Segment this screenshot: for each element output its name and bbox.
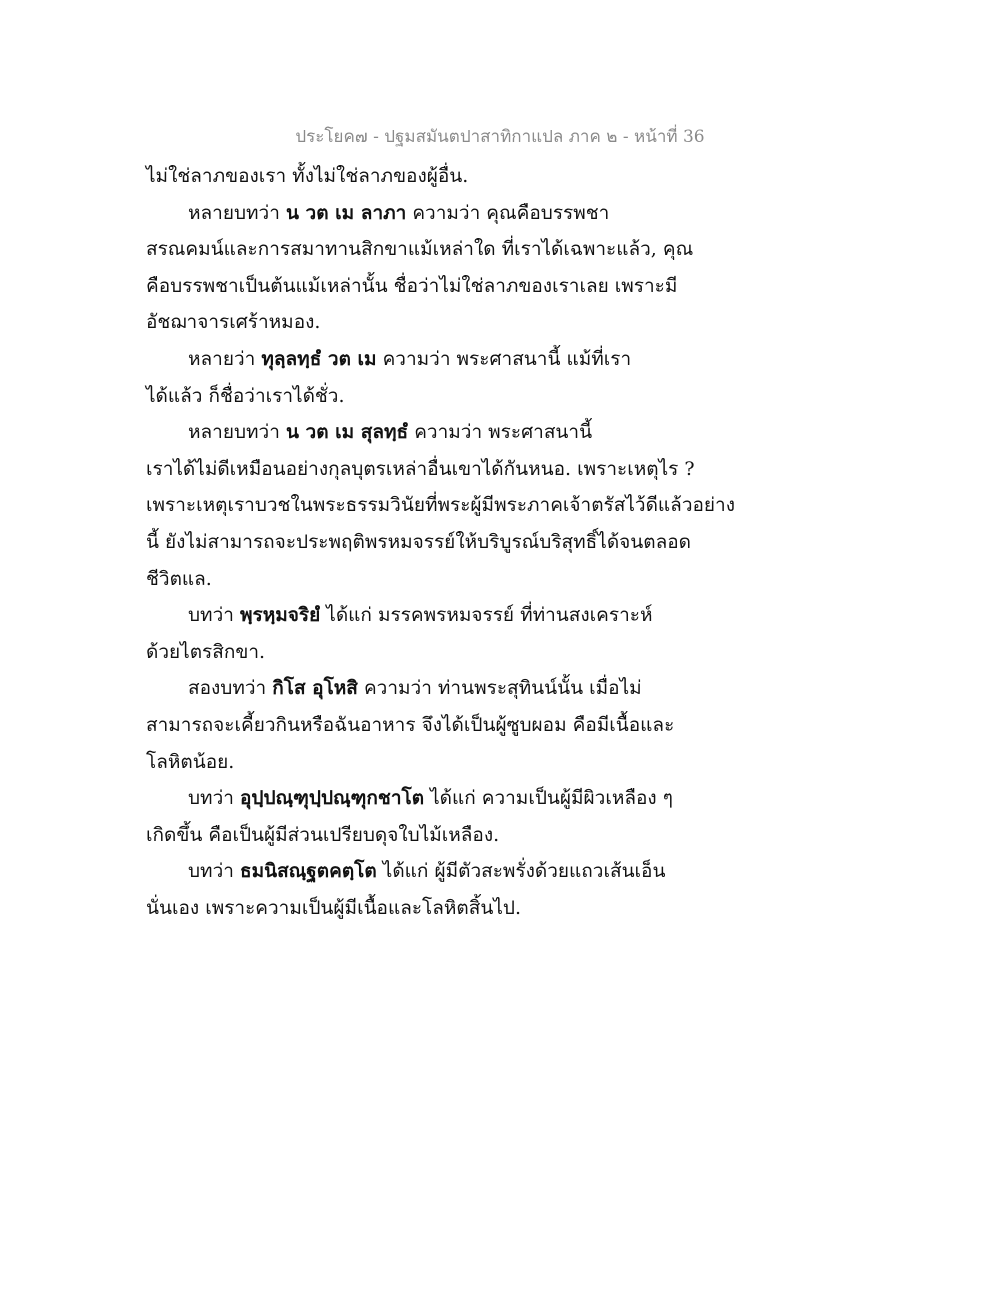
- text-line: เพราะเหตุเราบวชในพระธรรมวินัยที่พระผู้มีพระภาคเจ้าตรัสไว้ดีแล้วอย่าง: [146, 494, 735, 517]
- line-text: บทว่า: [188, 604, 240, 627]
- text-line: ไม่ใช่ลาภของเรา ทั้งไม่ใช่ลาภของผู้อื่น.: [146, 165, 469, 187]
- text-line: [146, 341, 866, 378]
- text-line: เราได้ไม่ดีเหมือนอย่างกุลบุตรเหล่าอื่นเขาได้กันหนอ. เพราะเหตุไร ?: [146, 457, 695, 480]
- text-line: นี้ ยังไม่สามารถจะประพฤติพรหมจรรย์ให้บริบูรณ์บริสุทธิ์ได้จนตลอด: [146, 530, 692, 553]
- text-line: [146, 670, 866, 707]
- line-text: หลายว่า: [188, 347, 262, 370]
- text-line: โลหิตน้อย.: [146, 750, 235, 773]
- line-text: ความว่า พระศาสนานี้ แม้ที่เรา: [376, 347, 632, 370]
- text-line: [146, 597, 866, 634]
- body-text: [146, 158, 866, 926]
- line-text: ความว่า ท่านพระสุทินน์นั้น เมื่อไม่: [357, 677, 642, 700]
- line-text: บทว่า: [188, 860, 240, 883]
- line-text: ได้แก่ ความเป็นผู้มีผิวเหลือง ๆ: [424, 787, 673, 810]
- text-line: ได้แล้ว ก็ชื่อว่าเราได้ชั่ว.: [146, 384, 345, 407]
- text-line: [146, 780, 866, 817]
- text-line: สรณคมน์และการสมาทานสิกขาแม้เหล่าใด ที่เราได้เฉพาะแล้ว, คุณ: [146, 238, 694, 261]
- line-text: สองบทว่า: [188, 677, 273, 700]
- pali-term: อุปฺปณฺฑุปฺปณฺฑุกชาโต: [239, 787, 425, 810]
- text-line: อัชฌาจารเศร้าหมอง.: [146, 311, 321, 334]
- pali-term: ทุลฺลทฺธํ วต เม: [261, 347, 377, 370]
- pali-term: น วต เม สุลทฺธํ: [285, 421, 409, 444]
- line-text: หลายบทว่า: [188, 421, 286, 444]
- line-text: ความว่า พระศาสนานี้: [408, 421, 593, 444]
- text-line: นั่นเอง เพราะความเป็นผู้มีเนื้อและโลหิตสิ้นไป.: [146, 896, 522, 919]
- text-line: คือบรรพชาเป็นต้นแม้เหล่านั้น ชื่อว่าไม่ใช่ลาภของเราเลย เพราะมี: [146, 274, 678, 297]
- line-text: หลายบทว่า: [188, 201, 286, 224]
- page-header: ประโยค๗ - ปฐมสมันตปาสาทิกาแปล ภาค ๒ - หน้าที่ 36: [295, 127, 705, 147]
- line-text: ความว่า คุณคือบรรพชา: [406, 201, 610, 224]
- text-line: สามารถจะเคี้ยวกินหรือฉันอาหาร จึงได้เป็นผู้ซูบผอม คือมีเนื้อและ: [146, 713, 675, 736]
- text-line: [146, 195, 866, 232]
- text-line: ด้วยไตรสิกขา.: [146, 640, 266, 663]
- pali-term: ธมนิสณฺฐตคตฺโต: [239, 860, 377, 883]
- text-line: เกิดขึ้น คือเป็นผู้มีส่วนเปรียบดุจใบไม้เหลือง.: [146, 823, 500, 846]
- text-line: [146, 414, 866, 451]
- pali-term: กิโส อุโหสิ: [272, 677, 358, 700]
- pali-term: น วต เม ลาภา: [285, 201, 407, 224]
- pali-term: พฺรหฺมจริยํ: [239, 604, 321, 627]
- text-line: ชีวิตแล.: [146, 567, 212, 590]
- text-line: [146, 853, 866, 890]
- line-text: บทว่า: [188, 787, 240, 810]
- line-text: ได้แก่ มรรคพรหมจรรย์ ที่ท่านสงเคราะห์: [320, 604, 653, 627]
- line-text: ได้แก่ ผู้มีตัวสะพรั่งด้วยแถวเส้นเอ็น: [376, 860, 666, 883]
